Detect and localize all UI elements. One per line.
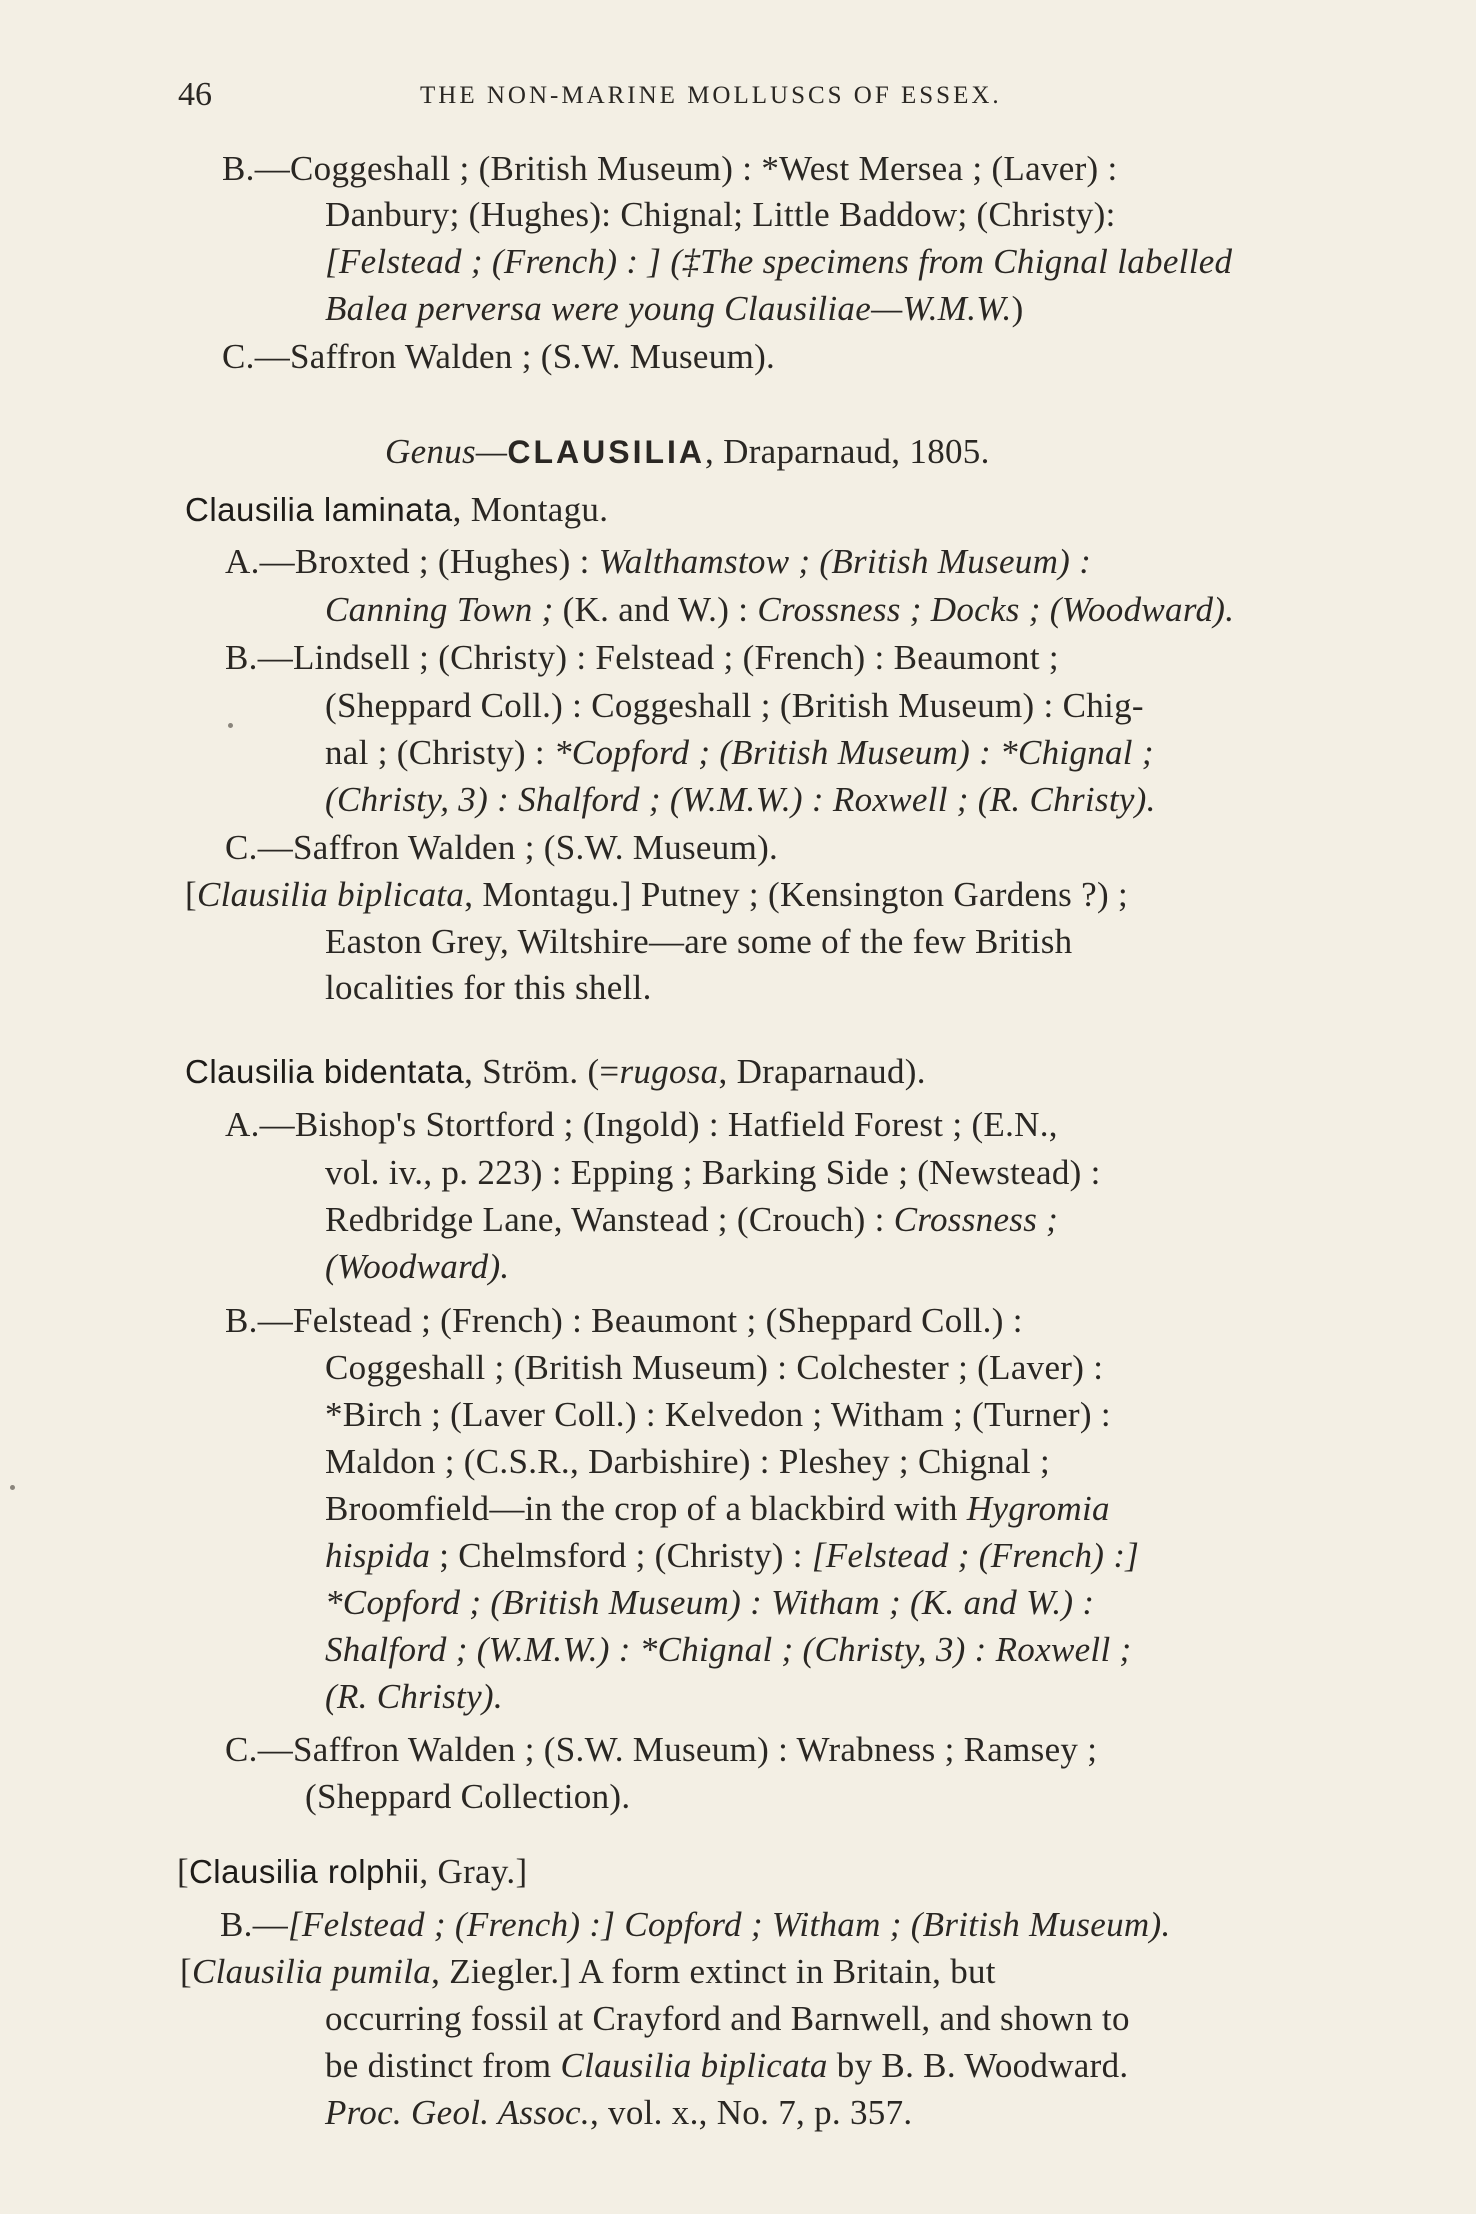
text-line (325, 287, 1024, 331)
text-line: *Birch ; (Laver Coll.) : Kelvedon ; Witham ; (Turner) : (325, 1395, 1111, 1434)
text-span: [ (185, 875, 197, 914)
text-line (325, 1198, 1058, 1242)
text-line: C.—Saffron Walden ; (S.W. Museum). (222, 337, 776, 376)
text-line: C.—Saffron Walden ; (S.W. Museum). (225, 828, 779, 867)
species-name: Clausilia bidentata (185, 1053, 465, 1090)
text-span: (Woodward). (325, 1247, 510, 1286)
text-line: Coggeshall ; (British Museum) : Colchester ; (Laver) : (325, 1348, 1104, 1387)
page-number: 46 (178, 76, 212, 113)
text-line: localities for this shell. (325, 968, 652, 1007)
text-line (325, 2044, 1128, 2088)
text-span: Broomfield—in the crop of a blackbird with (325, 1489, 967, 1528)
text-line (325, 1487, 1110, 1531)
text-line (180, 1950, 996, 1994)
text-span: A.—Broxted ; (Hughes) : (225, 542, 599, 581)
text-span: [Felstead ; (French) : ] ( (325, 242, 683, 281)
page-header (0, 76, 1476, 116)
text-line: (Sheppard Coll.) : Coggeshall ; (British Museum) : Chig- (325, 686, 1144, 725)
text-span: Clausilia biplicata (196, 875, 465, 914)
text-line (325, 2091, 912, 2135)
text-span: hispida (325, 1536, 431, 1575)
text-span: ; Chelmsford ; (Christy) : (430, 1536, 812, 1575)
genus-heading (385, 430, 990, 474)
text-span: [ (180, 1952, 192, 1991)
text-line (220, 1903, 1171, 1947)
text-span: nal ; (Christy) : (325, 733, 554, 772)
running-title: THE NON-MARINE MOLLUSCS OF ESSEX. (420, 82, 1002, 109)
text-span: rugosa (619, 1052, 719, 1091)
text-span: , Gray.] (419, 1852, 528, 1891)
text-line (325, 1628, 1131, 1672)
text-span: Canning Town ; (325, 590, 563, 629)
text-line (225, 540, 1091, 584)
text-span: , Draparnaud, 1805. (705, 432, 990, 471)
text-span: Clausilia pumila (191, 1952, 432, 1991)
text-span: [ (177, 1852, 189, 1891)
species-heading (185, 1050, 926, 1094)
text-span: , Ström. (= (464, 1052, 620, 1091)
text-line: vol. iv., p. 223) : Epping ; Barking Side ; (Newstead) : (325, 1153, 1101, 1192)
text-line (325, 1245, 509, 1289)
text-span: Walthamstow ; (British Museum) : (598, 542, 1092, 581)
text-span: Balea perversa were young Clausiliae—W.M.W. (325, 289, 1012, 328)
species-heading (185, 488, 608, 532)
text-span: , Draparnaud). (718, 1052, 926, 1091)
text-span: (K. and W.) : (562, 590, 758, 629)
text-line: C.—Saffron Walden ; (S.W. Museum) : Wrabness ; Ramsey ; (225, 1730, 1098, 1769)
text-line: occurring fossil at Crayford and Barnwell, and shown to (325, 1999, 1130, 2038)
print-speck (228, 723, 233, 728)
species-heading (177, 1850, 527, 1894)
text-span: [Felstead ; (French) :] (811, 1536, 1140, 1575)
text-line (325, 1534, 1139, 1578)
text-span: *Copford ; (British Museum) : Witham ; (K. and W.) : (325, 1583, 1095, 1622)
genus-name: CLAUSILIA (507, 434, 706, 470)
text-line: B.—Felstead ; (French) : Beaumont ; (Sheppard Coll.) : (225, 1301, 1023, 1340)
text-line: Easton Grey, Wiltshire—are some of the few British (325, 922, 1073, 961)
text-span: , Ziegler.] A form extinct in Britain, but (431, 1952, 996, 1991)
text-span: *Copford ; (British Museum) : *Chignal ; (554, 733, 1154, 772)
text-line (325, 731, 1154, 775)
text-span: , Montagu. (452, 490, 609, 529)
species-name: Clausilia rolphii (188, 1853, 420, 1890)
text-span: Crossness ; (893, 1200, 1059, 1239)
text-span: [Felstead ; (French) :] Copford ; Witham ; (British Museum). (288, 1905, 1171, 1944)
text-line: Danbury; (Hughes): Chignal; Little Baddow; (Christy): (325, 195, 1116, 234)
text-line (325, 778, 1156, 822)
text-line (185, 873, 1128, 917)
text-span: be distinct from (325, 2046, 561, 2085)
text-span: Clausilia biplicata (560, 2046, 828, 2085)
text-span: Shalford ; (W.M.W.) : *Chignal ; (Christy, 3) : Roxwell ; (325, 1630, 1132, 1669)
text-span: by B. B. Woodward. (827, 2046, 1129, 2085)
text-line (325, 240, 1232, 284)
text-line: B.—Lindsell ; (Christy) : Felstead ; (French) : Beaumont ; (225, 638, 1059, 677)
text-span: Crossness ; Docks ; (Woodward). (757, 590, 1235, 629)
text-line: (Sheppard Collection). (305, 1777, 631, 1816)
text-span: ) (1011, 289, 1024, 328)
text-span: , Montagu.] Putney ; (Kensington Gardens ?) ; (464, 875, 1129, 914)
text-span: Hygromia (966, 1489, 1110, 1528)
text-span: B.— (220, 1905, 288, 1944)
text-span: , vol. x., No. 7, p. 357. (589, 2093, 913, 2132)
text-line: A.—Bishop's Stortford ; (Ingold) : Hatfield Forest ; (E.N., (225, 1105, 1058, 1144)
text-span: (R. Christy). (325, 1677, 503, 1716)
text-line (325, 1581, 1094, 1625)
text-line: Maldon ; (C.S.R., Darbishire) : Pleshey ; Chignal ; (325, 1442, 1050, 1481)
species-name: Clausilia laminata (185, 491, 453, 528)
print-speck (10, 1485, 15, 1490)
text-span: Genus— (385, 432, 508, 471)
text-span: (Christy, 3) : Shalford ; (W.M.W.) : Roxwell ; (R. Christy). (325, 780, 1156, 819)
text-span: Redbridge Lane, Wanstead ; (Crouch) : (325, 1200, 894, 1239)
text-line (325, 588, 1234, 632)
text-line (325, 1675, 503, 1719)
text-line: B.—Coggeshall ; (British Museum) : *West Mersea ; (Laver) : (222, 149, 1118, 188)
text-span: Proc. Geol. Assoc. (325, 2093, 590, 2132)
text-span: ‡The specimens from Chignal labelled (682, 242, 1233, 281)
